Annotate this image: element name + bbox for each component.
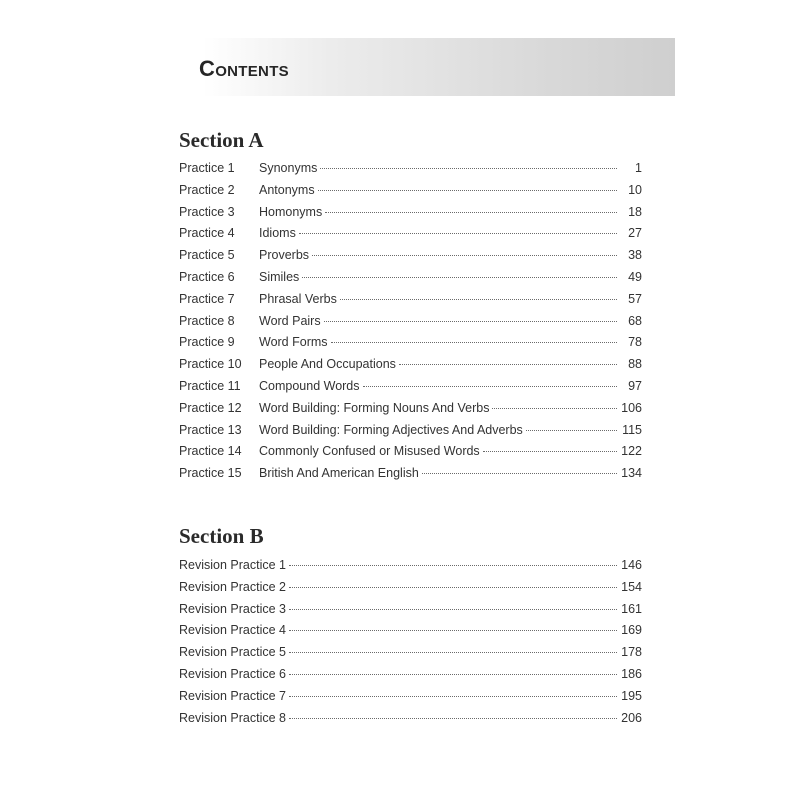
page-number: 18	[628, 204, 642, 219]
dot-leader	[422, 473, 617, 474]
toc-row	[179, 289, 642, 311]
practice-label: Practice 1	[179, 161, 235, 175]
revision-title: Revision Practice 1	[179, 558, 286, 572]
toc-row	[179, 332, 642, 354]
page-number: 27	[628, 226, 642, 241]
practice-label: Practice 13	[179, 422, 242, 437]
page-number: 57	[628, 291, 642, 306]
revision-title: Revision Practice 8	[179, 710, 286, 725]
dot-leader	[399, 364, 617, 365]
practice-title: People And Occupations	[259, 357, 396, 372]
practice-title: Proverbs	[259, 248, 310, 263]
dot-leader	[289, 674, 617, 675]
practice-title: Word Building: Forming Adjectives And Adverbs	[259, 422, 523, 437]
dot-leader	[289, 718, 617, 719]
page-number: 88	[628, 357, 642, 372]
page-number: 106	[621, 400, 642, 415]
dot-leader	[325, 212, 617, 213]
practice-label: Practice 8	[179, 313, 235, 328]
dot-leader	[363, 386, 617, 387]
practice-title: Phrasal Verbs	[259, 291, 337, 306]
toc-row	[179, 463, 642, 485]
practice-label: Practice 3	[179, 204, 235, 219]
dot-leader	[320, 168, 617, 169]
dot-leader	[299, 233, 617, 234]
section-a-heading: Section A	[179, 128, 264, 152]
page-number: 10	[628, 182, 642, 197]
revision-title: Revision Practice 5	[179, 645, 286, 660]
dot-leader	[289, 630, 617, 631]
practice-title: Synonyms	[259, 161, 318, 175]
revision-title: Revision Practice 6	[179, 666, 286, 681]
page-number: 38	[628, 248, 642, 263]
page-number: 97	[628, 378, 642, 393]
toc-row	[179, 577, 642, 599]
page-number: 186	[621, 666, 642, 681]
toc-row	[179, 642, 642, 664]
page-number: 161	[621, 601, 642, 616]
page-number: 169	[621, 623, 642, 638]
practice-label: Practice 2	[179, 182, 235, 197]
page-number: 68	[628, 313, 642, 328]
toc-row	[179, 158, 642, 180]
page-number: 154	[621, 579, 642, 594]
page-number: 1	[635, 161, 642, 175]
toc-row	[179, 686, 642, 708]
page-number: 178	[621, 645, 642, 660]
practice-label: Practice 7	[179, 291, 235, 306]
practice-label: Practice 5	[179, 248, 235, 263]
practice-title: Similes	[259, 269, 300, 284]
practice-title: Idioms	[259, 226, 296, 241]
page-number: 134	[621, 466, 642, 481]
toc-row	[179, 664, 642, 686]
practice-label: Practice 4	[179, 226, 235, 241]
toc-row	[179, 202, 642, 224]
practice-label: Practice 12	[179, 400, 242, 415]
practice-title: Antonyms	[259, 182, 315, 197]
toc-row	[179, 441, 642, 463]
practice-title: Commonly Confused or Misused Words	[259, 444, 480, 459]
toc-row	[179, 267, 642, 289]
toc-row	[179, 180, 642, 202]
dot-leader	[289, 587, 617, 588]
practice-label: Practice 14	[179, 444, 242, 459]
practice-title: British And American English	[259, 466, 419, 481]
dot-leader	[289, 609, 617, 610]
page-number: 195	[621, 688, 642, 703]
practice-title: Word Forms	[259, 335, 328, 350]
practice-title: Word Building: Forming Nouns And Verbs	[259, 400, 490, 415]
toc-row	[179, 311, 642, 333]
dot-leader	[289, 652, 617, 653]
practice-label: Practice 11	[179, 378, 241, 393]
revision-title: Revision Practice 4	[179, 623, 286, 638]
dot-leader	[318, 190, 617, 191]
page-number: 122	[621, 444, 642, 459]
dot-leader	[331, 342, 617, 343]
page-title: Contents	[199, 56, 289, 81]
practice-label: Practice 9	[179, 335, 235, 350]
toc-row	[179, 420, 642, 442]
toc-row	[179, 376, 642, 398]
practice-label: Practice 6	[179, 269, 235, 284]
page-number: 78	[628, 335, 642, 350]
revision-title: Revision Practice 2	[179, 579, 286, 594]
toc-row	[179, 599, 642, 621]
page-number: 49	[628, 269, 642, 284]
toc-row	[179, 354, 642, 376]
practice-title: Compound Words	[259, 378, 360, 393]
revision-title: Revision Practice 3	[179, 601, 286, 616]
dot-leader	[324, 321, 617, 322]
page-number: 115	[622, 422, 642, 437]
toc-row	[179, 223, 642, 245]
practice-label: Practice 15	[179, 466, 242, 481]
toc-row	[179, 555, 642, 577]
toc-row	[179, 708, 642, 730]
toc-row	[179, 245, 642, 267]
page-number: 146	[621, 558, 642, 572]
dot-leader	[289, 696, 617, 697]
revision-title: Revision Practice 7	[179, 688, 286, 703]
dot-leader	[302, 277, 617, 278]
section-b-heading: Section B	[179, 524, 264, 548]
dot-leader	[312, 255, 617, 256]
practice-title: Homonyms	[259, 204, 323, 219]
dot-leader	[289, 565, 617, 566]
dot-leader	[483, 451, 617, 452]
dot-leader	[340, 299, 617, 300]
toc-row	[179, 398, 642, 420]
dot-leader	[492, 408, 617, 409]
toc-row	[179, 620, 642, 642]
practice-title: Word Pairs	[259, 313, 321, 328]
practice-label: Practice 10	[179, 357, 242, 372]
dot-leader	[526, 430, 617, 431]
section-b-list	[179, 555, 642, 729]
section-a-list	[179, 158, 642, 485]
page-number: 206	[621, 710, 642, 725]
